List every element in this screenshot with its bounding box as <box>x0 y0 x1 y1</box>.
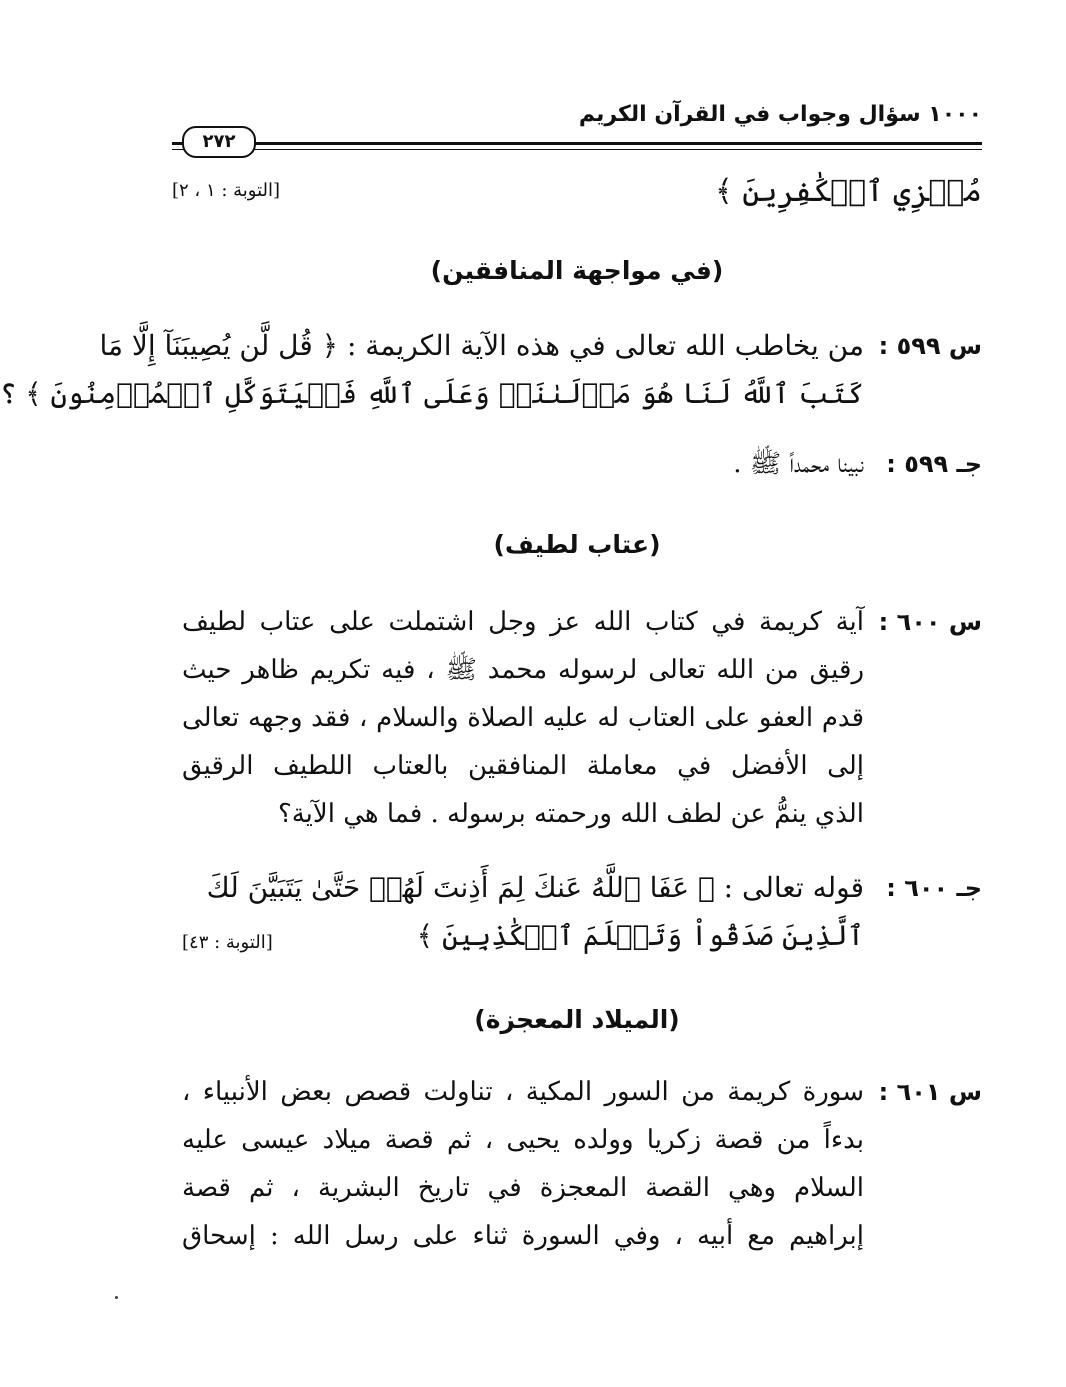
question-text <box>0 322 864 418</box>
question-text <box>182 1068 864 1260</box>
text-line: من يخاطب الله تعالى في هذه الآية الكريمة : ﴿ قُل لَّن يُصِيبَنَآ إِلَّا مَا <box>99 329 864 362</box>
text-line: كَتَبَ ٱللَّهُ لَنَا هُوَ مَوۡلَىٰنَاۚ وَعَلَى ٱللَّهِ فَلۡيَتَوَكَّلِ ٱلۡمُؤۡمِنُونَ ﴾ ؟ <box>0 377 864 410</box>
book-title: ١٠٠٠ سؤال وجواب في القرآن الكريم <box>578 102 982 127</box>
answer-text <box>182 864 864 960</box>
question-marker: س ٦٠٠ : <box>878 608 982 636</box>
scan-speck <box>115 1296 118 1299</box>
page-number: ٢٧٢ <box>182 126 256 158</box>
text-line: إلى الأفضل في معاملة المنافقين بالعتاب اللطيف الرقيق <box>182 751 864 781</box>
answer-marker: جـ ٥٩٩ : <box>886 450 982 478</box>
answer-marker: جـ ٦٠٠ : <box>886 874 982 902</box>
answer-reference: [التوبة : ٤٣] <box>182 932 273 953</box>
text-line: الذي ينمُّ عن لطف الله ورحمته برسوله . فما هي الآية؟ <box>277 799 864 829</box>
text-line: قدم العفو على العتاب له عليه الصلاة والسلام ، فقد وجهه تعالى <box>182 703 864 733</box>
text-line: ٱلَّذِينَ صَدَقُواْ وَتَعۡلَمَ ٱلۡكَٰذِبِينَ ﴾ <box>416 919 864 952</box>
text-line: بدءاً من قصة زكريا وولده يحيى ، ثم قصة ميلاد عيسى عليه <box>182 1125 864 1155</box>
page-header <box>172 96 982 152</box>
section-heading: (في مواجهة المنافقين) <box>430 256 724 285</box>
top-verse-text: مُخۡزِي ٱلۡكَٰفِرِينَ ﴾ <box>715 174 982 209</box>
question-text <box>182 598 864 838</box>
question-600 <box>182 598 982 838</box>
question-599 <box>0 322 982 418</box>
text-line: إبراهيم مع أبيه ، وفي السورة ثناء على رسل الله : إسحاق <box>182 1221 864 1251</box>
text-line: آية كريمة في كتاب الله عز وجل اشتملت على عتاب لطيف <box>182 607 864 637</box>
section-heading: (الميلاد المعجزة) <box>474 1005 680 1034</box>
header-rule-thick <box>172 142 982 145</box>
top-verse-line <box>172 168 982 218</box>
question-marker: س ٦٠١ : <box>878 1078 982 1106</box>
question-601 <box>182 1068 982 1260</box>
answer-text <box>182 440 864 488</box>
text-line: نبينا محمداً ﷺ . <box>733 449 864 479</box>
text-line: السلام وهي القصة المعجزة في تاريخ البشرية ، ثم قصة <box>182 1173 864 1203</box>
header-rule-thin <box>172 149 982 150</box>
answer-600 <box>182 864 982 960</box>
text-line: رقيق من الله تعالى لرسوله محمد ﷺ ، فيه تكريم ظاهر حيث <box>182 655 864 685</box>
text-line: سورة كريمة من السور المكية ، تناولت قصص بعض الأنبياء ، <box>182 1077 864 1107</box>
answer-599 <box>182 440 982 488</box>
text-line: قوله تعالى : ﴿ عَفَا ٱللَّهُ عَنكَ لِمَ أَذِنتَ لَهُمۡ حَتَّىٰ يَتَبَيَّنَ لَكَ <box>206 871 864 904</box>
question-marker: س ٥٩٩ : <box>878 332 982 360</box>
section-heading: (عتاب لطيف) <box>493 530 661 559</box>
top-verse-reference: [التوبة : ١ ، ٢] <box>172 180 281 201</box>
